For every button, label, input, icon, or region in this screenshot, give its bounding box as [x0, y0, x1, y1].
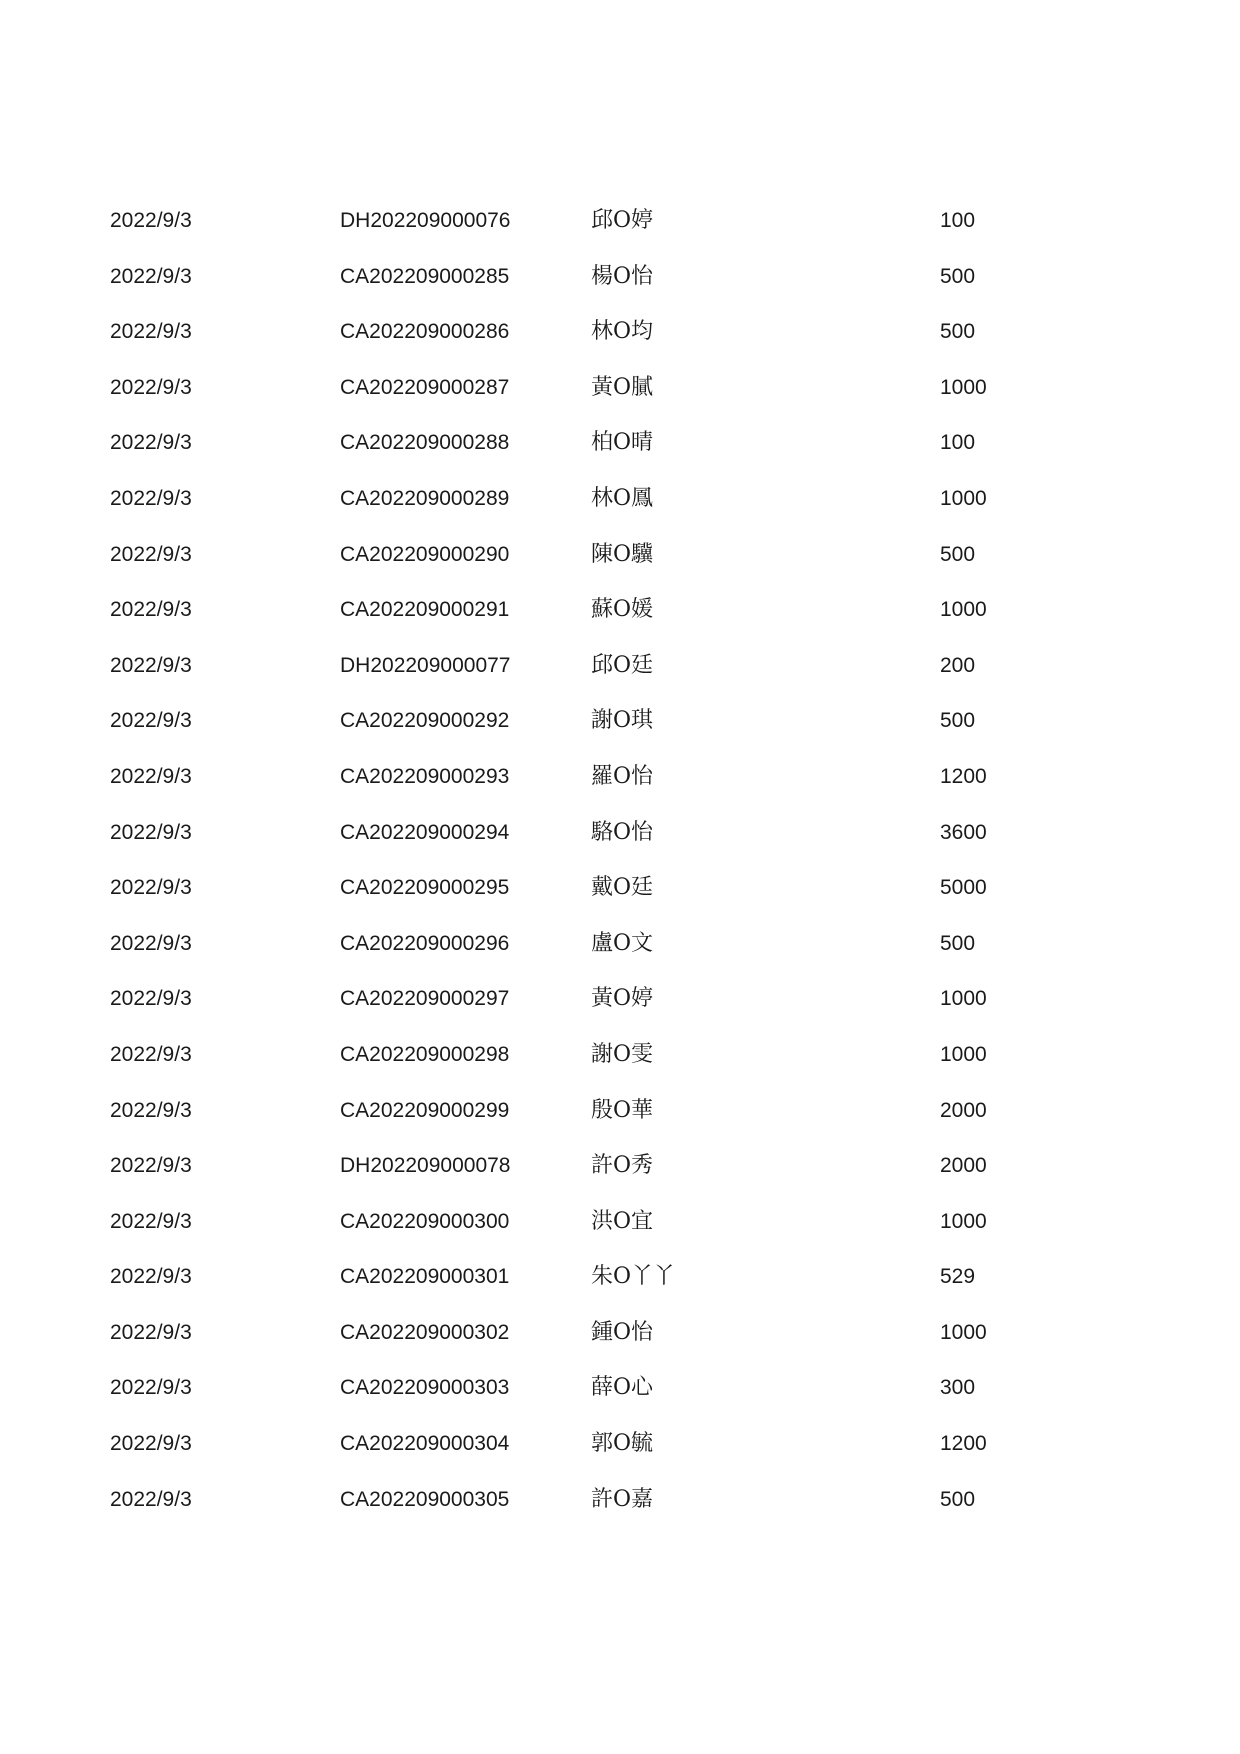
date-cell: 2022/9/3 [110, 1265, 192, 1289]
receipt-id-cell: CA202209000290 [340, 542, 510, 566]
date-cell: 2022/9/3 [110, 1098, 192, 1122]
receipt-id-cell: CA202209000304 [340, 1432, 510, 1456]
amount-cell: 500 [940, 1487, 976, 1511]
table-row [0, 1266, 1240, 1322]
table-row [0, 599, 1240, 655]
table-row [0, 1097, 1240, 1156]
donor-name-cell: 盧O文 [591, 930, 654, 956]
receipt-id-cell: CA202209000289 [340, 486, 510, 510]
receipt-id-cell: CA202209000297 [340, 987, 510, 1011]
date-cell: 2022/9/3 [110, 1432, 192, 1456]
amount-cell: 100 [940, 209, 976, 232]
amount-cell: 3600 [940, 820, 987, 844]
amount-cell: 500 [940, 931, 976, 955]
donor-name-cell: 許O秀 [591, 1153, 654, 1179]
receipt-id-cell: DH202209000076 [340, 209, 511, 232]
donor-name-cell: 鍾O怡 [591, 1319, 654, 1345]
table-row [0, 1486, 1240, 1545]
donor-name-cell: 黃O膩 [591, 374, 654, 400]
donor-name-cell: 黃O婷 [591, 986, 654, 1012]
amount-cell: 500 [940, 542, 976, 566]
receipt-id-cell: CA202209000285 [340, 264, 510, 288]
donor-name-cell: 楊O怡 [591, 263, 654, 289]
table-row [0, 1319, 1240, 1378]
table-row [0, 1377, 1240, 1433]
amount-cell: 500 [940, 320, 976, 344]
donor-name-cell: 蘇O媛 [591, 597, 654, 623]
date-cell: 2022/9/3 [110, 1376, 192, 1400]
receipt-id-cell: CA202209000302 [340, 1320, 510, 1344]
donor-name-cell: 許O嘉 [591, 1486, 654, 1512]
date-cell: 2022/9/3 [110, 486, 192, 510]
donor-name-cell: 殷O華 [591, 1097, 654, 1123]
receipt-id-cell: CA202209000295 [340, 876, 510, 900]
date-cell: 2022/9/3 [110, 987, 192, 1011]
donor-name-cell: 邱O婷 [591, 208, 654, 233]
amount-cell: 500 [940, 264, 976, 288]
donor-name-cell: 羅O怡 [591, 763, 654, 789]
receipt-id-cell: CA202209000291 [340, 598, 510, 622]
receipt-id-cell: CA202209000300 [340, 1209, 510, 1233]
receipt-id-cell: CA202209000299 [340, 1098, 510, 1122]
table-row [0, 541, 1240, 600]
receipt-id-cell: CA202209000303 [340, 1376, 510, 1400]
amount-cell: 1200 [940, 1432, 987, 1456]
date-cell: 2022/9/3 [110, 542, 192, 566]
date-cell: 2022/9/3 [110, 653, 192, 677]
donor-name-cell: 洪O宜 [591, 1208, 654, 1234]
date-cell: 2022/9/3 [110, 375, 192, 399]
amount-cell: 1000 [940, 1320, 987, 1344]
receipt-id-cell: CA202209000292 [340, 709, 510, 733]
donor-name-cell: 郭O毓 [591, 1431, 654, 1457]
amount-cell: 500 [940, 709, 976, 733]
date-cell: 2022/9/3 [110, 876, 192, 900]
date-cell: 2022/9/3 [110, 264, 192, 288]
date-cell: 2022/9/3 [110, 598, 192, 622]
date-cell: 2022/9/3 [110, 764, 192, 788]
date-cell: 2022/9/3 [110, 1042, 192, 1066]
donor-name-cell: 邱O廷 [591, 652, 654, 678]
table-row [0, 374, 1240, 433]
donor-name-cell: 林O鳳 [591, 485, 654, 511]
receipt-id-cell: CA202209000286 [340, 320, 510, 344]
receipt-id-cell: CA202209000294 [340, 820, 510, 844]
table-row [0, 1155, 1240, 1211]
table-row [0, 819, 1240, 878]
donor-name-cell: 謝O琪 [591, 708, 654, 734]
donor-name-cell: 戴O廷 [591, 875, 654, 901]
amount-cell: 300 [940, 1376, 976, 1400]
receipt-id-cell: CA202209000298 [340, 1042, 510, 1066]
table-row [0, 988, 1240, 1044]
amount-cell: 1000 [940, 486, 987, 510]
table-row [0, 210, 1240, 266]
table-row [0, 652, 1240, 711]
date-cell: 2022/9/3 [110, 431, 192, 455]
date-cell: 2022/9/3 [110, 709, 192, 733]
date-cell: 2022/9/3 [110, 320, 192, 344]
table-row [0, 432, 1240, 488]
amount-cell: 1000 [940, 1209, 987, 1233]
amount-cell: 1000 [940, 987, 987, 1011]
table-row [0, 1041, 1240, 1100]
date-cell: 2022/9/3 [110, 931, 192, 955]
amount-cell: 1000 [940, 375, 987, 399]
date-cell: 2022/9/3 [110, 209, 192, 232]
table-row [0, 321, 1240, 377]
donor-name-cell: 陳O驥 [591, 541, 654, 567]
amount-cell: 1200 [940, 764, 987, 788]
receipt-id-cell: DH202209000078 [340, 1154, 511, 1178]
receipt-id-cell: CA202209000296 [340, 931, 510, 955]
amount-cell: 5000 [940, 876, 987, 900]
date-cell: 2022/9/3 [110, 1154, 192, 1178]
amount-cell: 2000 [940, 1098, 987, 1122]
receipt-id-cell: CA202209000288 [340, 431, 510, 455]
donor-name-cell: 謝O雯 [591, 1041, 654, 1067]
amount-cell: 100 [940, 431, 976, 455]
ledger-table [0, 210, 1240, 1544]
date-cell: 2022/9/3 [110, 1209, 192, 1233]
table-row [0, 485, 1240, 544]
donor-name-cell: 薛O心 [591, 1375, 654, 1401]
table-row [0, 877, 1240, 933]
receipt-id-cell: CA202209000305 [340, 1487, 510, 1511]
amount-cell: 200 [940, 653, 976, 677]
donor-name-cell: 柏O晴 [591, 430, 654, 456]
table-row [0, 263, 1240, 322]
table-row [0, 1433, 1240, 1489]
donor-name-cell: 朱O丫丫 [591, 1264, 676, 1290]
amount-cell: 529 [940, 1265, 976, 1289]
receipt-id-cell: DH202209000077 [340, 653, 511, 677]
amount-cell: 2000 [940, 1154, 987, 1178]
receipt-id-cell: CA202209000293 [340, 764, 510, 788]
table-row [0, 1208, 1240, 1267]
date-cell: 2022/9/3 [110, 820, 192, 844]
table-row [0, 930, 1240, 989]
receipt-id-cell: CA202209000301 [340, 1265, 510, 1289]
table-row [0, 710, 1240, 766]
amount-cell: 1000 [940, 1042, 987, 1066]
table-row [0, 763, 1240, 822]
receipt-id-cell: CA202209000287 [340, 375, 510, 399]
donor-name-cell: 林O均 [591, 319, 654, 345]
donor-name-cell: 駱O怡 [591, 819, 654, 845]
date-cell: 2022/9/3 [110, 1320, 192, 1344]
amount-cell: 1000 [940, 598, 987, 622]
date-cell: 2022/9/3 [110, 1487, 192, 1511]
